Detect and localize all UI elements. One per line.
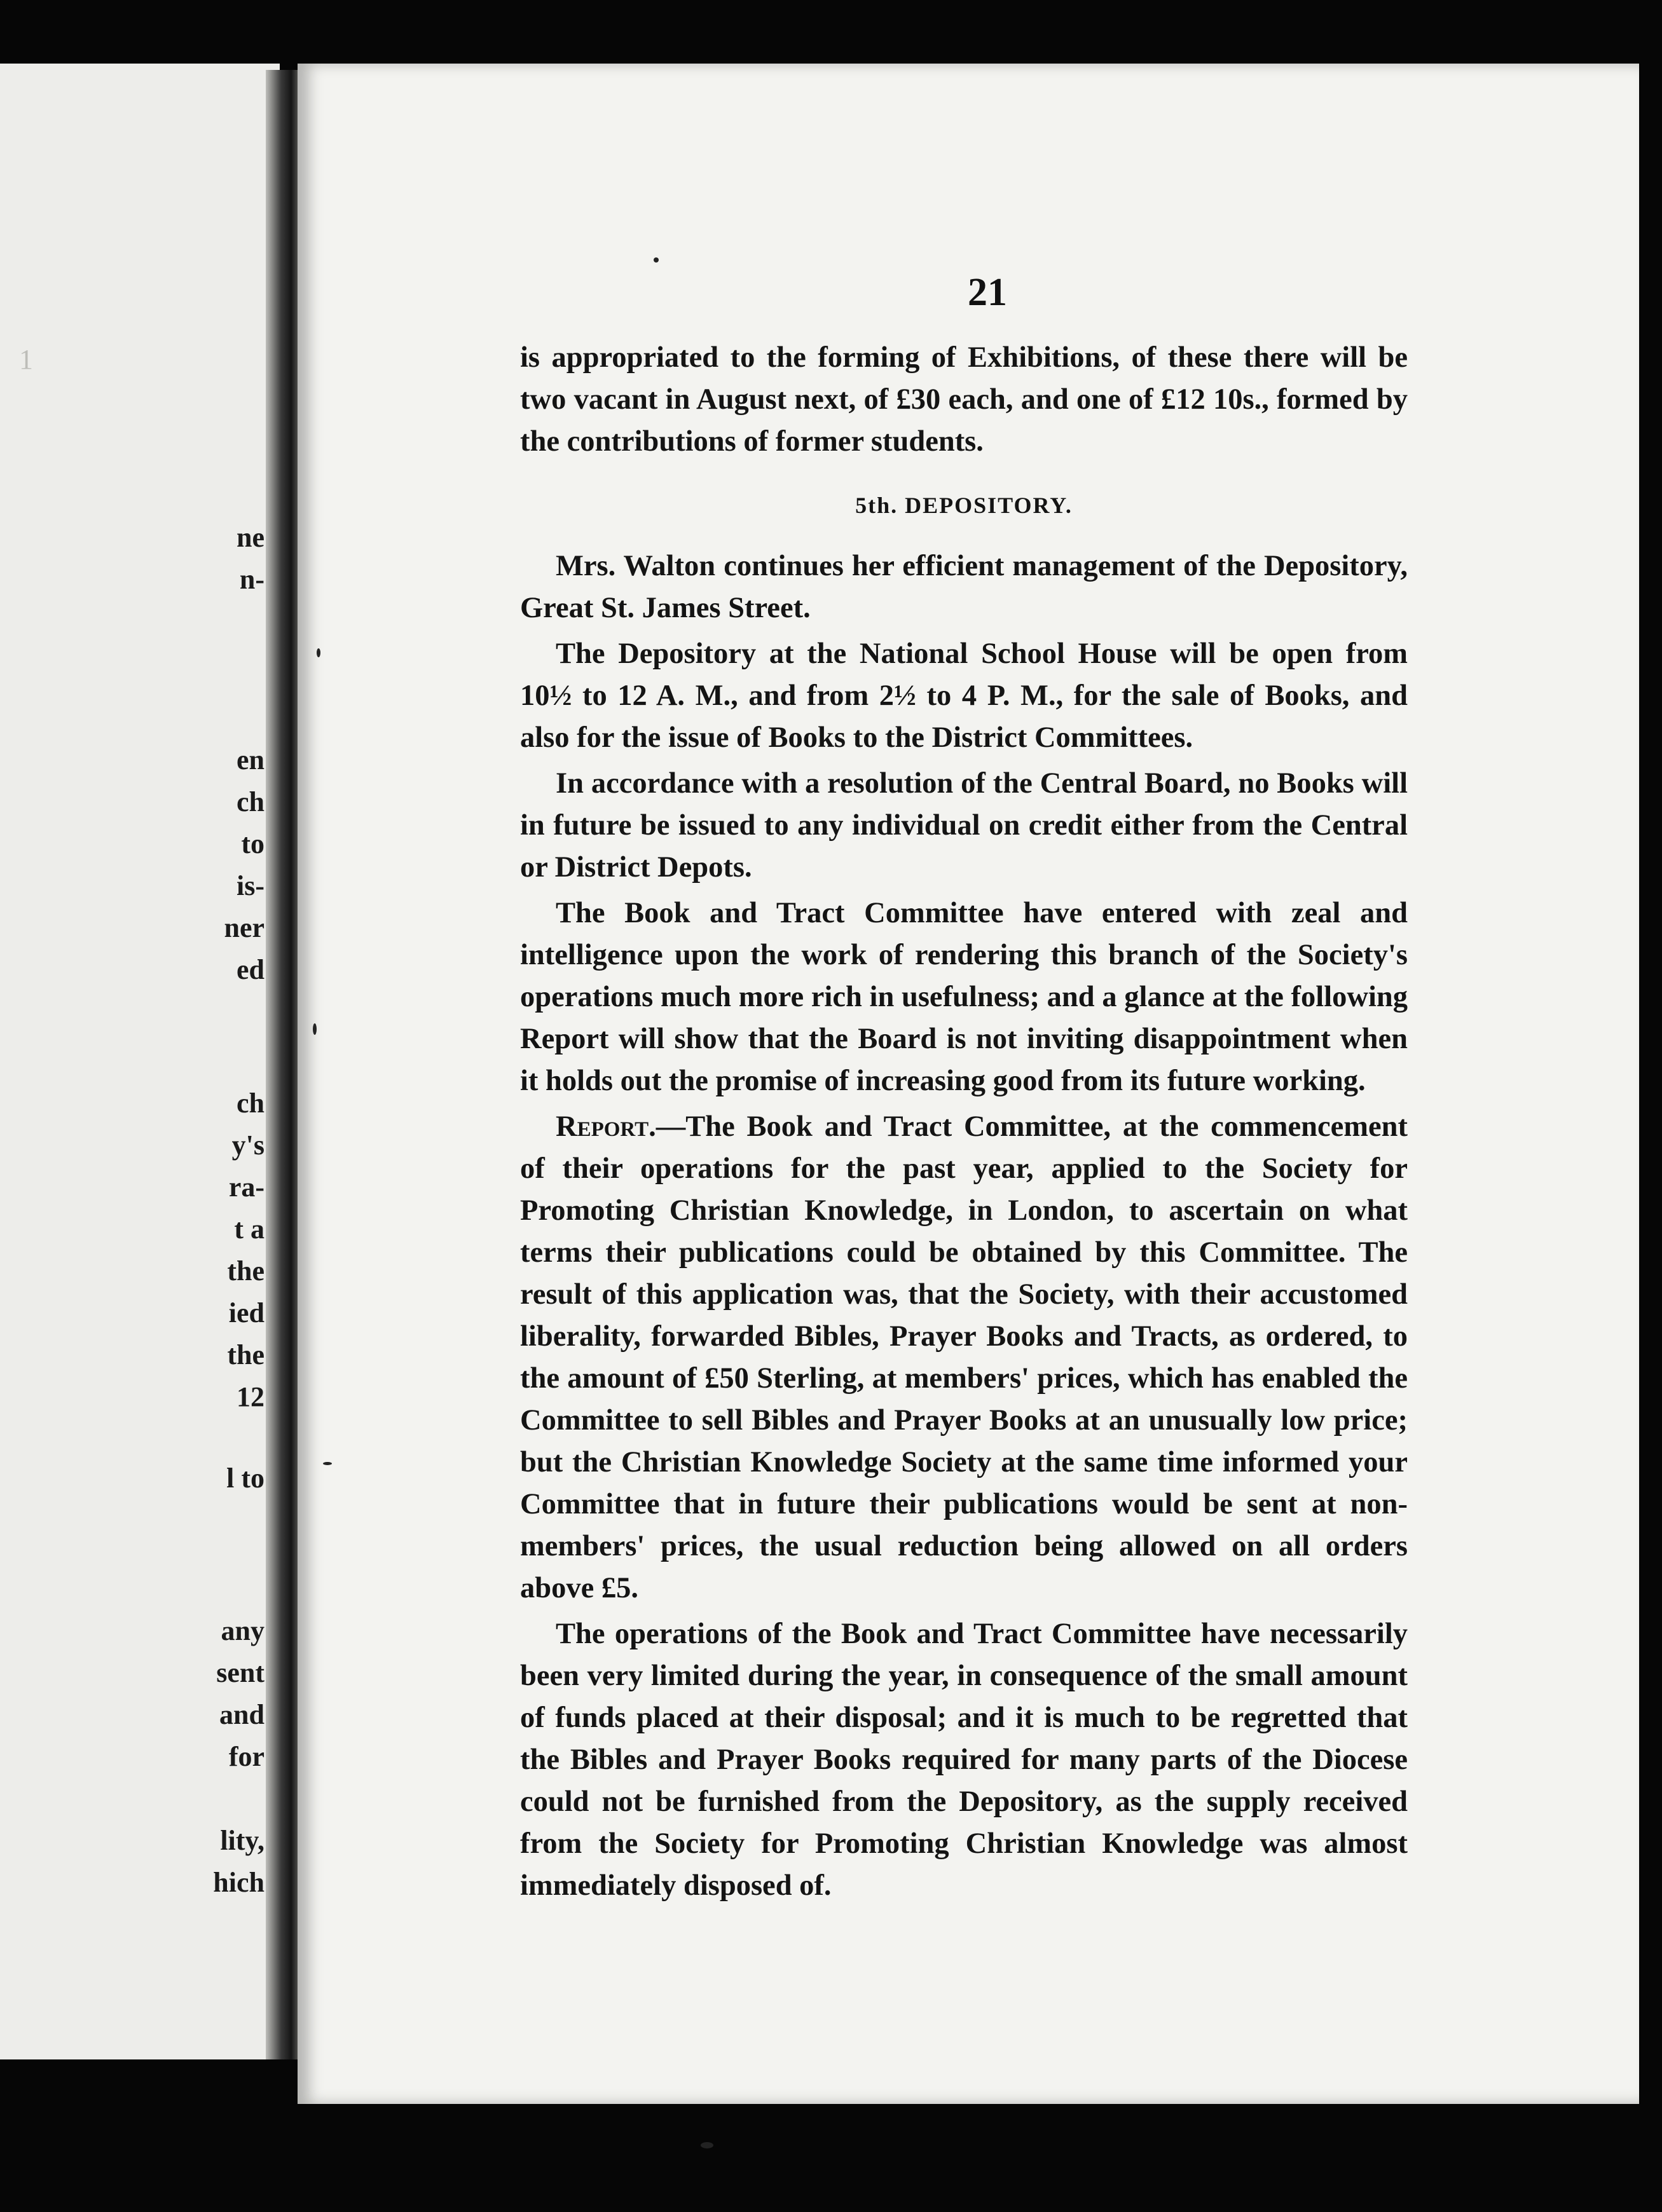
report-text: —The Book and Tract Committee, at the commencement of their operations for the past year, applied to the Society for Promoting Christian Knowledge, in London, to ascertain on what terms their publications could be obtained by this Committee. The result of this application was, that the Society, with their accustomed liberality, forwarded Bibles, Prayer Books and Tracts, as ordered, to the amount of £50 Sterling, at members' prices, which has enabled the Committee to sell Bibles and Prayer Books at an unusually low price; but the Christian Knowledge Society at the same time informed your Committee that in future their publications would be sent at non-members' prices, the usual reduction being allowed on all orders above £5. — [520, 1110, 1408, 1604]
bleed-through-mark: 1 — [19, 344, 33, 375]
left-fragment-line: any — [221, 1615, 264, 1646]
page-number: 21 — [968, 271, 1007, 314]
left-fragment-line: ied — [228, 1297, 264, 1328]
page-body — [520, 337, 1408, 1907]
left-fragment-line: ne — [237, 522, 264, 553]
paragraph-committee-work: The Book and Tract Committee have entered with zeal and intelligence upon the work of rendering this branch of the Society's operations much more rich in usefulness; and a glance at the following Report will show that the Board is not inviting disappointment when it holds out the promise of increasing good from its future working. — [520, 897, 1408, 1097]
left-fragment-line: t a — [234, 1213, 264, 1245]
report-paragraph — [520, 1106, 1408, 1609]
right-page — [298, 64, 1639, 2104]
left-fragment-line: en — [237, 744, 264, 775]
speck-mark — [701, 2142, 713, 2148]
left-fragment-line: ed — [237, 954, 264, 985]
closing-paragraph: The operations of the Book and Tract Committee have necessarily been very limited during the year, in consequence of the small amount of funds placed at their disposal; and it is much to be regretted that the Bibles and Prayer Books required for many parts of the Diocese could not be furnished from the Depository, as the supply received from the Society for Promoting Christian Knowledge was almost immediately disposed of. — [520, 1618, 1408, 1902]
left-fragment-line: to — [241, 828, 264, 859]
paragraph-depository-management: Mrs. Walton continues her efficient management of the Depository, Great St. James Street. — [520, 550, 1408, 624]
left-fragment-line: ch — [237, 786, 264, 817]
left-fragment-line: for — [228, 1741, 264, 1772]
report-label: Report. — [556, 1110, 656, 1143]
left-fragment-line: ch — [237, 1088, 264, 1119]
speck-mark — [323, 1462, 332, 1465]
left-fragment-line: is- — [237, 870, 264, 901]
left-fragment-line: 12 — [237, 1381, 264, 1412]
left-fragment-line: n- — [239, 564, 264, 595]
left-fragment-line: hich — [213, 1867, 264, 1898]
left-fragment-line: ner — [224, 912, 264, 943]
left-fragment-line: and — [219, 1699, 264, 1730]
left-fragment-line: the — [227, 1255, 264, 1287]
left-fragment-line: l to — [226, 1463, 264, 1494]
opening-paragraph: is appropriated to the forming of Exhibitions, of these there will be two vacant in August next, of £30 each, and one of £12 10s., formed by the contributions of former students. — [520, 341, 1408, 458]
paragraph-credit-resolution: In accordance with a resolution of the Central Board, no Books will in future be issued to any individual on credit either from the Central or District Depots. — [520, 767, 1408, 884]
left-page-fragment — [0, 64, 280, 2059]
left-fragment-line: sent — [216, 1657, 264, 1688]
left-fragment-line: the — [227, 1339, 264, 1370]
speck-mark — [313, 1023, 317, 1035]
paragraph-depository-hours: The Depository at the National School House will be open from 10½ to 12 A. M., and from 2½ to 4 P. M., for the sale of Books, and also for the issue of Books to the District Committees. — [520, 638, 1408, 754]
section-heading: 5th. DEPOSITORY. — [855, 493, 1073, 518]
left-fragment-line: lity, — [220, 1825, 264, 1856]
speck-mark — [317, 648, 320, 657]
left-fragment-line: y's — [231, 1130, 264, 1161]
left-fragment-line: ra- — [228, 1171, 264, 1203]
speck-mark — [654, 257, 659, 263]
